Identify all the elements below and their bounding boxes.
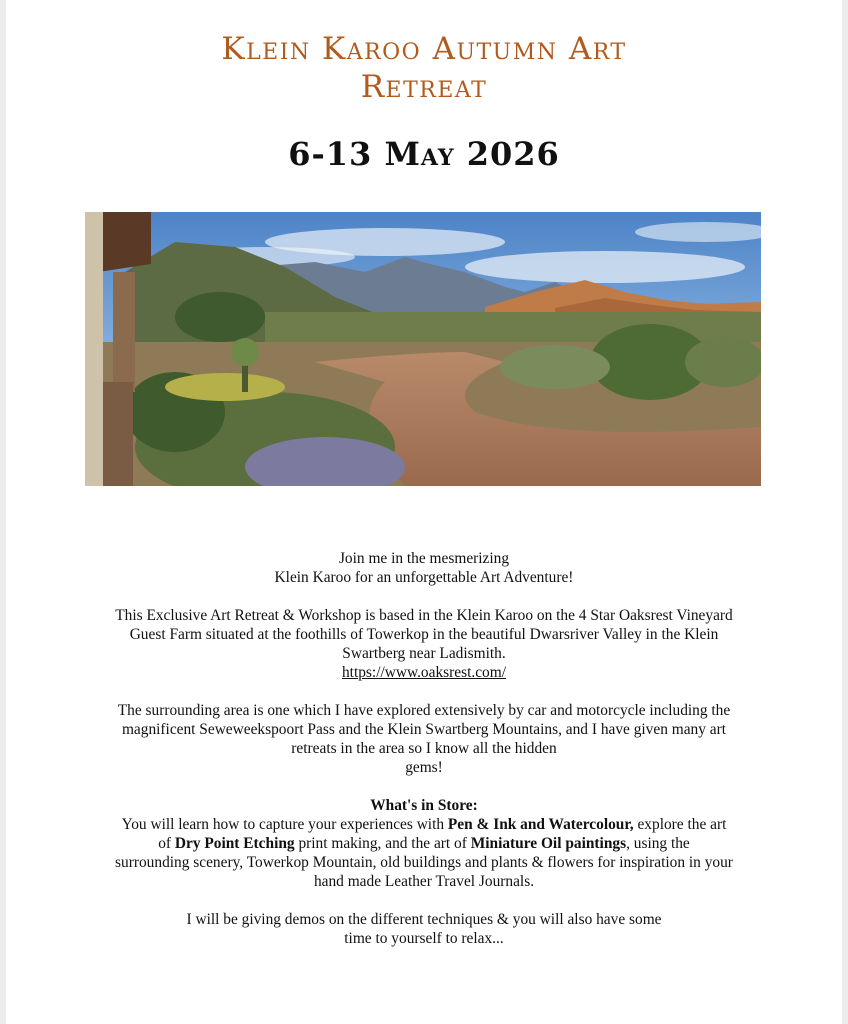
event-dates: 6-13 May 2026 [288, 135, 560, 173]
store-line-2-a: of [158, 835, 175, 852]
area-line-4: gems! [405, 759, 443, 776]
store-line-1-a: You will learn how to capture your experiences with [121, 816, 448, 833]
demos-line-2: time to yourself to relax... [344, 930, 504, 947]
store-line-1-b: Pen & Ink and Watercolour, [447, 816, 634, 833]
store-line-2 [76, 834, 772, 853]
landscape-photo [85, 212, 761, 486]
venue-line-3: Swartberg near Ladismith. [342, 645, 506, 662]
intro-line-2: Klein Karoo for an unforgettable Art Adventure! [274, 569, 574, 586]
title-line-1: Klein Karoo Autumn Art [221, 31, 627, 67]
store-line-1-c: explore the art [633, 816, 727, 833]
page-title [6, 30, 842, 106]
area-line-1: The surrounding area is one which I have explored extensively by car and motorcycle including the [117, 702, 731, 719]
intro-line-1: Join me in the mesmerizing [338, 550, 510, 567]
title-line-2: Retreat [360, 69, 488, 105]
store-line-2-d: Miniature Oil paintings [470, 835, 627, 852]
store-line-2-c: print making, and the art of [294, 835, 471, 852]
demos-line-1: I will be giving demos on the different techniques & you will also have some [186, 911, 662, 928]
area-line-3: retreats in the area so I know all the hidden [291, 740, 557, 757]
store-line-3: surrounding scenery, Towerkop Mountain, old buildings and plants & flowers for inspiration in your [115, 854, 733, 871]
page [6, 0, 842, 1024]
store-heading: What's in Store: [370, 797, 478, 814]
venue-line-1: This Exclusive Art Retreat & Workshop is based in the Klein Karoo on the 4 Star Oaksrest Vineyard [115, 607, 733, 624]
store-line-2-e: , using the [626, 835, 690, 852]
store-line-2-b: Dry Point Etching [174, 835, 295, 852]
store-line-4: hand made Leather Travel Journals. [313, 873, 535, 890]
area-line-2: magnificent Seweweekspoort Pass and the Klein Swartberg Mountains, and I have given many art [121, 721, 727, 738]
store-line-1 [76, 815, 772, 834]
venue-line-2: Guest Farm situated at the foothills of Towerkop in the beautiful Dwarsriver Valley in the Klein [129, 626, 719, 643]
body-text [76, 549, 772, 948]
oaksrest-link[interactable]: https://www.oaksrest.com/ [341, 664, 506, 681]
